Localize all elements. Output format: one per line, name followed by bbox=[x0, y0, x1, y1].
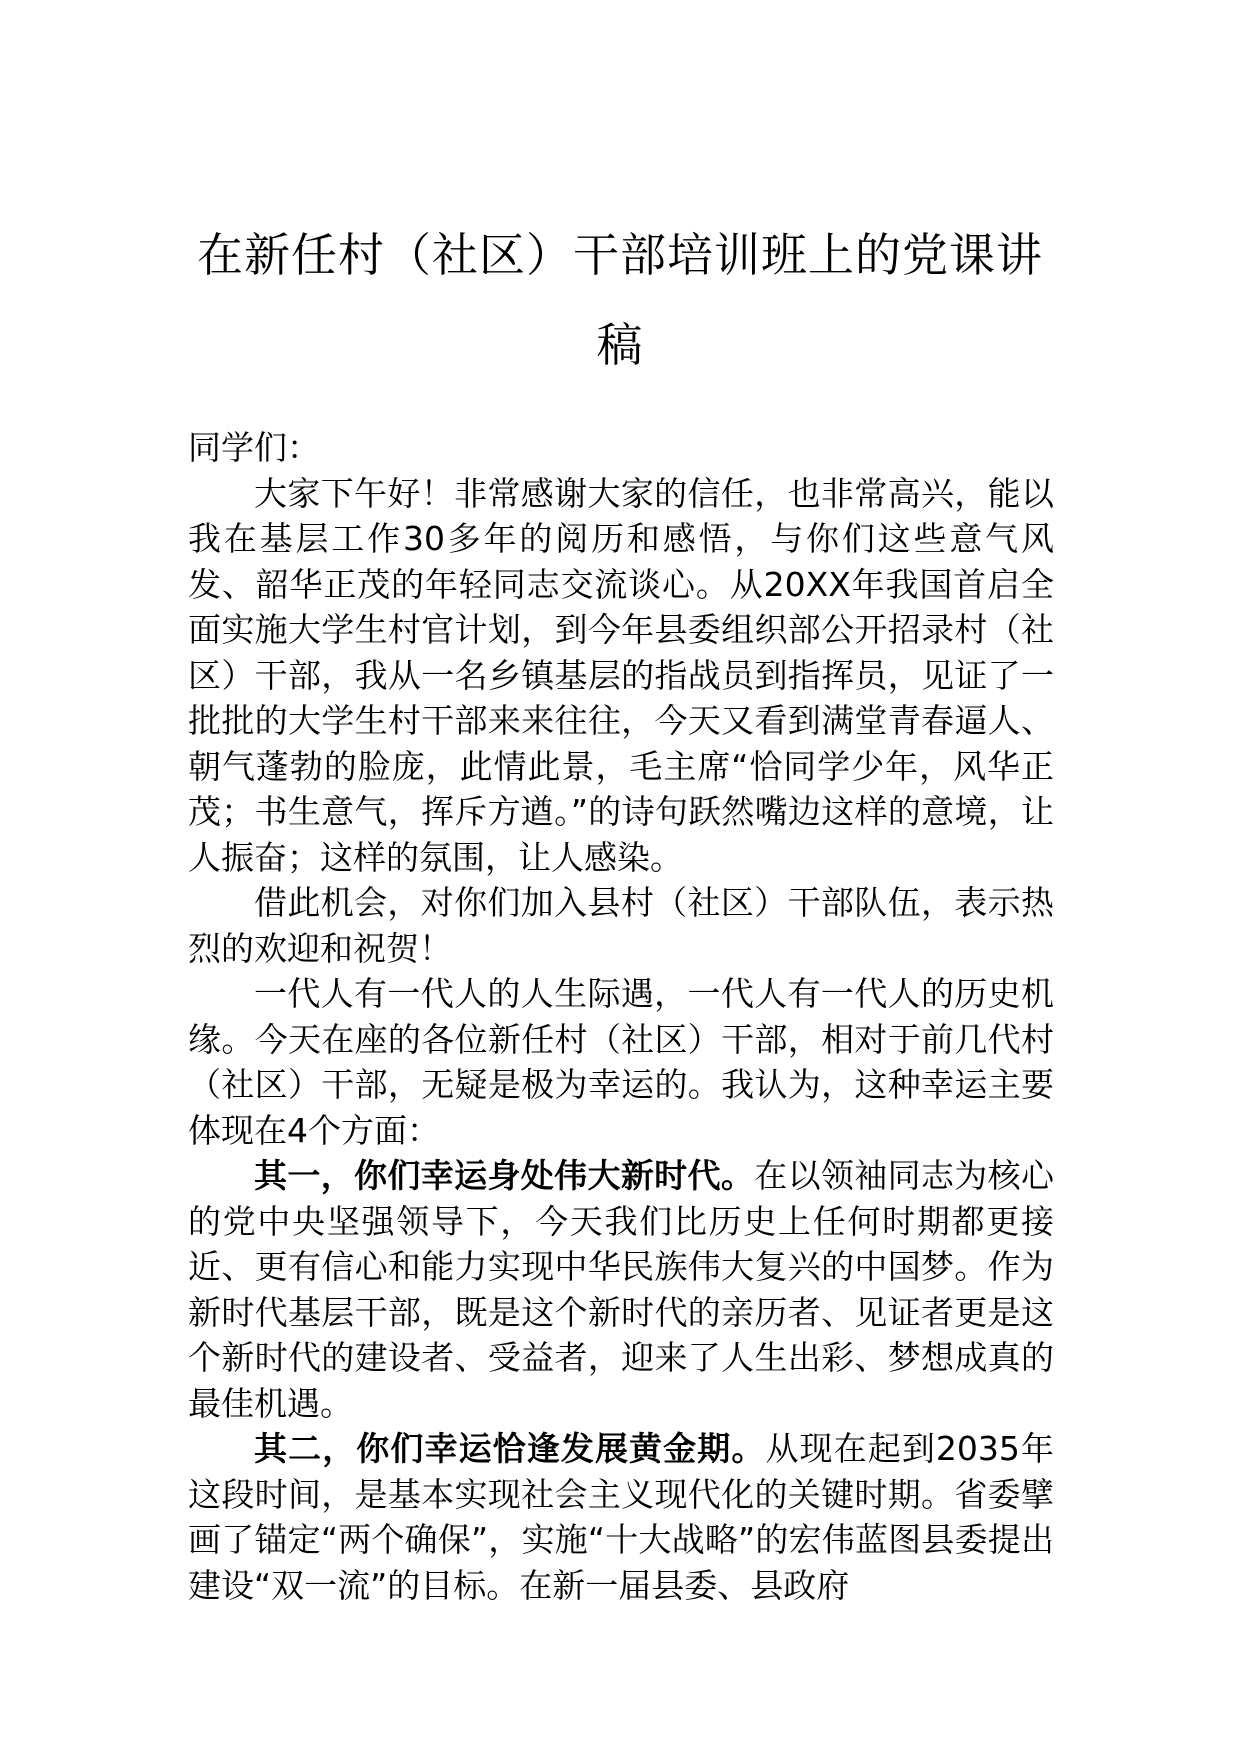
paragraph-5 bbox=[188, 1426, 1054, 1608]
paragraph-3-text: 一代人有一代人的人生际遇，一代人有一代人的历史机缘。今天在座的各位新任村（社区）干部，相对于前几代村（社区）干部，无疑是极为幸运的。我认为，这种幸运主要体现在4个方面： bbox=[188, 974, 1054, 1150]
paragraph-4 bbox=[188, 1153, 1054, 1426]
paragraph-4-heading: 其一，你们幸运身处伟大新时代。 bbox=[254, 1156, 755, 1195]
paragraph-4-text: 在以领袖同志为核心的党中央坚强领导下，今天我们比历史上任何时期都更接近、更有信心和能力实现中华民族伟大复兴的中国梦。作为新时代基层干部，既是这个新时代的亲历者、见证者更是这个新时代的建设者、受益者，迎来了人生出彩、梦想成真的最佳机遇。 bbox=[188, 1156, 1055, 1423]
paragraph-3 bbox=[188, 971, 1054, 1153]
paragraph-5-heading: 其二，你们幸运恰逢发展黄金期。 bbox=[254, 1429, 766, 1468]
document-title bbox=[190, 210, 1050, 390]
title-line-1: 在新任村（社区）干部培训班上的党课讲 bbox=[197, 228, 1043, 282]
paragraph-2 bbox=[188, 880, 1054, 971]
document-body bbox=[188, 425, 1054, 1608]
title-line-2: 稿 bbox=[596, 318, 644, 372]
paragraph-1-text: 大家下午好！非常感谢大家的信任，也非常高兴，能以我在基层工作30多年的阅历和感悟，与你们这些意气风发、韶华正茂的年轻同志交流谈心。从20XX年我国首启全面实施大学生村官计划，到今年县委组织部公开招录村（社区）干部，我从一名乡镇基层的指战员到指挥员，见证了一批批的大学生村干部来来往往，今天又看到满堂青春逼人、朝气蓬勃的脸庞，此情此景，毛主席“恰同学少年，风华正茂；书生意气，挥斥方遒。”的诗句跃然嘴边这样的意境，让人振奋；这样的氛围，让人感染。 bbox=[188, 473, 1054, 877]
paragraph-5-text: 从现在起到2035年这段时间，是基本实现社会主义现代化的关键时期。省委擘画了锚定“两个确保”，实施“十大战略”的宏伟蓝图县委提出建设“双一流”的目标。在新一届县委、县政府 bbox=[188, 1429, 1055, 1605]
salutation: 同学们： bbox=[188, 428, 320, 467]
paragraph-1 bbox=[188, 471, 1054, 881]
paragraph-2-text: 借此机会，对你们加入县村（社区）干部队伍，表示热烈的欢迎和祝贺！ bbox=[188, 883, 1054, 968]
